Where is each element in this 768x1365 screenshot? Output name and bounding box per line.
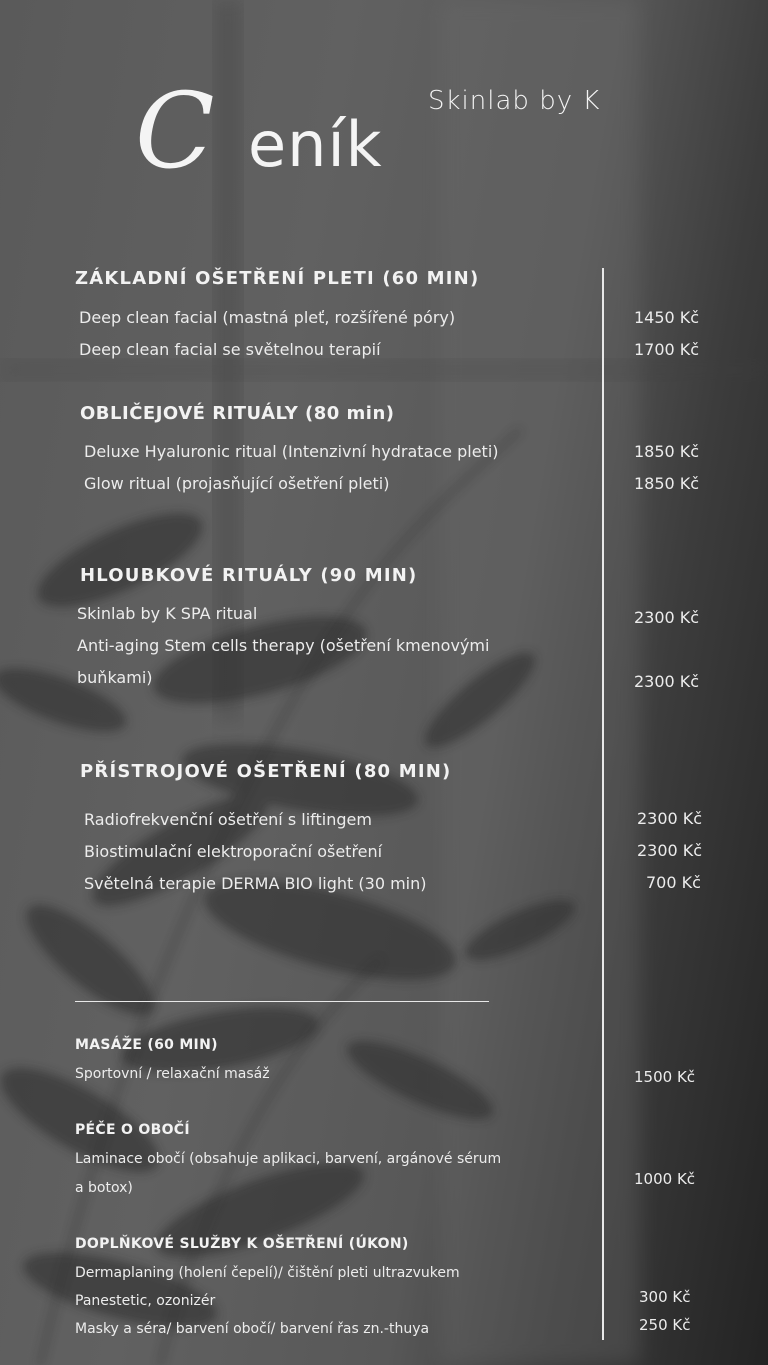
page-title: eník — [248, 108, 383, 181]
service-price: 2300 Kč — [634, 608, 700, 627]
service-price: 1500 Kč — [634, 1068, 696, 1086]
service-price: 1850 Kč — [634, 474, 700, 493]
section-heading-additional-services: DOPLŇKOVÉ SLUŽBY K OŠETŘENÍ (ÚKON) — [75, 1236, 409, 1252]
section-heading-facial-rituals: OBLIČEJOVÉ RITUÁLY (80 min) — [80, 403, 395, 424]
service-item: Masky a séra/ barvení obočí/ barvení řas zn.-thuya — [75, 1321, 430, 1337]
service-item: Biostimulační elektroporační ošetření — [84, 842, 383, 861]
service-price: 1850 Kč — [634, 442, 700, 461]
service-item: Dermaplaning (holení čepelí)/ čištění pleti ultrazvukem — [75, 1265, 460, 1281]
service-item: Světelná terapie DERMA BIO light (30 min) — [84, 874, 427, 893]
service-item-continued: buňkami) — [77, 668, 153, 687]
service-price: 2300 Kč — [637, 841, 703, 860]
service-item: Glow ritual (projasňující ošetření pleti) — [84, 474, 390, 493]
service-item: Deluxe Hyaluronic ritual (Intenzivní hydratace pleti) — [84, 442, 499, 461]
service-price: 1000 Kč — [634, 1170, 696, 1188]
section-heading-deep-rituals: HLOUBKOVÉ RITUÁLY (90 MIN) — [80, 565, 418, 586]
service-price: 700 Kč — [646, 873, 701, 892]
horizontal-divider — [75, 1001, 489, 1002]
brand-name: Skinlab by K — [428, 86, 601, 116]
service-item: Sportovní / relaxační masáž — [75, 1066, 270, 1082]
section-heading-basic: ZÁKLADNÍ OŠETŘENÍ PLETI (60 MIN) — [75, 268, 480, 289]
service-item: Deep clean facial (mastná pleť, rozšířené póry) — [79, 308, 456, 327]
service-price: 250 Kč — [639, 1316, 691, 1334]
service-item: Deep clean facial se světelnou terapií — [79, 340, 381, 359]
service-price: 300 Kč — [639, 1288, 691, 1306]
service-item: Skinlab by K SPA ritual — [77, 604, 258, 623]
service-item-continued: a botox) — [75, 1180, 133, 1196]
service-item: Radiofrekvenční ošetření s liftingem — [84, 810, 372, 829]
service-price: 1450 Kč — [634, 308, 700, 327]
service-item: Anti-aging Stem cells therapy (ošetření kmenovými — [77, 636, 490, 655]
service-price: 2300 Kč — [634, 672, 700, 691]
service-price: 2300 Kč — [637, 809, 703, 828]
service-item: Laminace obočí (obsahuje aplikaci, barvení, argánové sérum — [75, 1151, 502, 1167]
service-item: Panestetic, ozonizér — [75, 1293, 216, 1309]
vertical-divider — [602, 268, 604, 1340]
service-price: 1700 Kč — [634, 340, 700, 359]
section-heading-device-treatment: PŘÍSTROJOVÉ OŠETŘENÍ (80 MIN) — [80, 761, 452, 782]
title-initial: C — [135, 70, 215, 192]
section-heading-massages: MASÁŽE (60 MIN) — [75, 1037, 218, 1053]
section-heading-brow-care: PÉČE O OBOČÍ — [75, 1122, 190, 1138]
